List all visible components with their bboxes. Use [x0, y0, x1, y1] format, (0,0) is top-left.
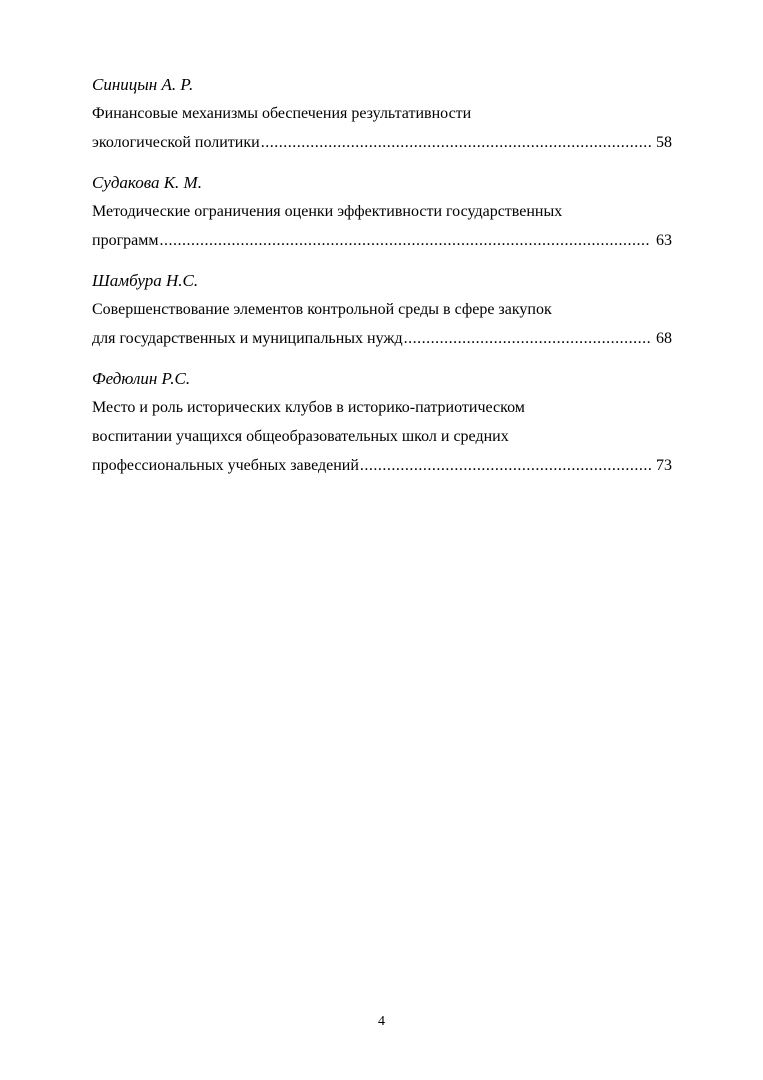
toc-author: Федюлин Р.С. — [92, 369, 191, 388]
toc-page-number: 73 — [656, 457, 672, 474]
toc-page-number: 58 — [656, 134, 672, 151]
dot-leader — [360, 451, 651, 480]
toc-entry — [92, 364, 672, 480]
dot-leader — [404, 324, 651, 353]
toc-title-last-line — [92, 128, 672, 157]
toc-entry — [92, 70, 672, 157]
toc-title-last-line — [92, 226, 672, 255]
toc-entry — [92, 266, 672, 353]
toc-author: Судакова К. М. — [92, 173, 202, 192]
toc-entry — [92, 168, 672, 255]
toc-title-text: профессиональных учебных заведений — [92, 457, 359, 474]
toc-page-number: 68 — [656, 330, 672, 347]
toc-title-line: Место и роль исторических клубов в историко-патриотическом — [92, 399, 525, 416]
toc-title-text: для государственных и муниципальных нужд — [92, 330, 403, 347]
toc-title-last-line — [92, 324, 672, 353]
toc-author: Синицын А. Р. — [92, 75, 194, 94]
toc-title-line: воспитании учащихся общеобразовательных школ и средних — [92, 428, 509, 445]
toc-page-number: 63 — [656, 232, 672, 249]
table-of-contents — [92, 70, 672, 491]
toc-title-line: Методические ограничения оценки эффективности государственных — [92, 203, 563, 220]
dot-leader — [261, 128, 651, 157]
toc-title-last-line — [92, 451, 672, 480]
dot-leader — [159, 226, 651, 255]
toc-title-text: экологической политики — [92, 134, 260, 151]
toc-title-line: Финансовые механизмы обеспечения результативности — [92, 105, 472, 122]
page-number: 4 — [378, 1014, 385, 1029]
toc-title-line: Совершенствование элементов контрольной среды в сфере закупок — [92, 301, 552, 318]
toc-author: Шамбура Н.С. — [92, 271, 199, 290]
toc-title-text: программ — [92, 232, 159, 249]
